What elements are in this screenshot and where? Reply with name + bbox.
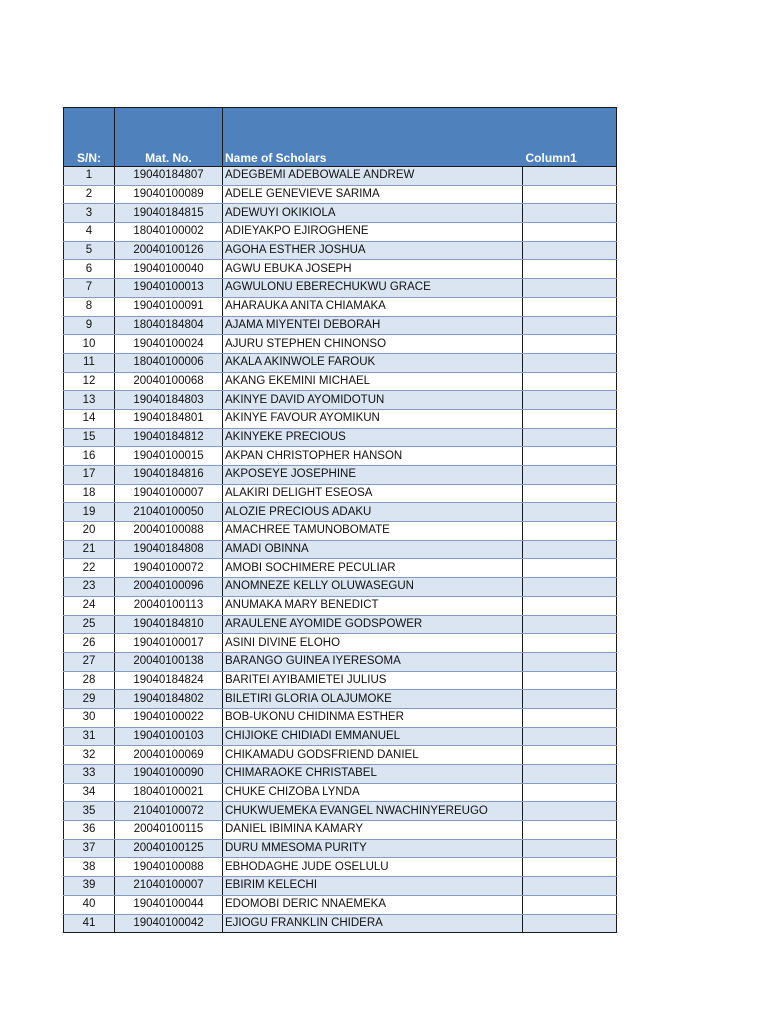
cell-mat-no[interactable]: 19040184824	[115, 671, 223, 690]
cell-name[interactable]: CHUKE CHIZOBA LYNDA	[223, 783, 523, 802]
cell-column1[interactable]	[523, 223, 617, 242]
table-row	[64, 223, 617, 242]
table-row	[64, 297, 617, 316]
header-mat-no[interactable]: Mat. No.	[115, 108, 223, 167]
cell-column1[interactable]	[523, 802, 617, 821]
cell-column1[interactable]	[523, 167, 617, 186]
cell-sn[interactable]: 11	[64, 353, 115, 372]
cell-column1[interactable]	[523, 391, 617, 410]
cell-sn[interactable]: 9	[64, 316, 115, 335]
cell-name[interactable]: ADEWUYI OKIKIOLA	[223, 204, 523, 223]
cell-mat-no[interactable]: 19040100089	[115, 185, 223, 204]
table-row	[64, 279, 617, 298]
cell-name[interactable]: ALOZIE PRECIOUS ADAKU	[223, 503, 523, 522]
cell-name[interactable]: ANUMAKA MARY BENEDICT	[223, 596, 523, 615]
cell-name[interactable]: ALAKIRI DELIGHT ESEOSA	[223, 484, 523, 503]
cell-column1[interactable]	[523, 335, 617, 354]
cell-name[interactable]: AKINYEKE PRECIOUS	[223, 428, 523, 447]
cell-sn[interactable]: 37	[64, 839, 115, 858]
table-row	[64, 839, 617, 858]
cell-name[interactable]: ADELE GENEVIEVE SARIMA	[223, 185, 523, 204]
table-row	[64, 503, 617, 522]
cell-column1[interactable]	[523, 447, 617, 466]
cell-column1[interactable]	[523, 185, 617, 204]
cell-name[interactable]: AKANG EKEMINI MICHAEL	[223, 372, 523, 391]
cell-mat-no[interactable]: 19040184808	[115, 540, 223, 559]
cell-name[interactable]: AKINYE FAVOUR AYOMIKUN	[223, 409, 523, 428]
cell-sn[interactable]: 23	[64, 578, 115, 597]
cell-sn[interactable]: 16	[64, 447, 115, 466]
cell-mat-no[interactable]: 20040100138	[115, 652, 223, 671]
cell-mat-no[interactable]: 19040100072	[115, 559, 223, 578]
cell-sn[interactable]: 36	[64, 821, 115, 840]
cell-mat-no[interactable]: 20040100088	[115, 522, 223, 541]
cell-sn[interactable]: 29	[64, 690, 115, 709]
cell-name[interactable]: AKPAN CHRISTOPHER HANSON	[223, 447, 523, 466]
cell-sn[interactable]: 10	[64, 335, 115, 354]
cell-column1[interactable]	[523, 428, 617, 447]
cell-column1[interactable]	[523, 466, 617, 485]
cell-name[interactable]: AGWU EBUKA JOSEPH	[223, 260, 523, 279]
cell-name[interactable]: EBHODAGHE JUDE OSELULU	[223, 858, 523, 877]
cell-mat-no[interactable]: 19040184802	[115, 690, 223, 709]
cell-name[interactable]: AMADI OBINNA	[223, 540, 523, 559]
cell-sn[interactable]: 33	[64, 765, 115, 784]
cell-mat-no[interactable]: 18040100021	[115, 783, 223, 802]
cell-sn[interactable]: 18	[64, 484, 115, 503]
cell-sn[interactable]: 30	[64, 708, 115, 727]
cell-column1[interactable]	[523, 727, 617, 746]
table-row	[64, 391, 617, 410]
cell-mat-no[interactable]: 19040184801	[115, 409, 223, 428]
cell-sn[interactable]: 24	[64, 596, 115, 615]
cell-sn[interactable]: 27	[64, 652, 115, 671]
cell-sn[interactable]: 41	[64, 914, 115, 933]
cell-sn[interactable]: 21	[64, 540, 115, 559]
cell-mat-no[interactable]: 19040100015	[115, 447, 223, 466]
cell-name[interactable]: EBIRIM KELECHI	[223, 877, 523, 896]
cell-name[interactable]: CHUKWUEMEKA EVANGEL NWACHINYEREUGO	[223, 802, 523, 821]
table-row	[64, 802, 617, 821]
cell-column1[interactable]	[523, 559, 617, 578]
header-name-of-scholars[interactable]: Name of Scholars	[223, 108, 523, 167]
cell-name[interactable]: AJAMA MIYENTEI DEBORAH	[223, 316, 523, 335]
cell-name[interactable]: AHARAUKA ANITA CHIAMAKA	[223, 297, 523, 316]
table-row	[64, 484, 617, 503]
table-row	[64, 428, 617, 447]
cell-column1[interactable]	[523, 596, 617, 615]
header-column1[interactable]: Column1	[523, 108, 617, 167]
cell-column1[interactable]	[523, 409, 617, 428]
cell-name[interactable]: AKINYE DAVID AYOMIDOTUN	[223, 391, 523, 410]
table-row	[64, 335, 617, 354]
table-header	[64, 108, 617, 167]
cell-sn[interactable]: 38	[64, 858, 115, 877]
table-row	[64, 746, 617, 765]
table-row	[64, 372, 617, 391]
cell-mat-no[interactable]: 20040100126	[115, 241, 223, 260]
cell-name[interactable]: BARANGO GUINEA IYERESOMA	[223, 652, 523, 671]
cell-sn[interactable]: 7	[64, 279, 115, 298]
cell-sn[interactable]: 34	[64, 783, 115, 802]
cell-column1[interactable]	[523, 540, 617, 559]
header-row	[64, 108, 617, 167]
cell-column1[interactable]	[523, 241, 617, 260]
table-row	[64, 783, 617, 802]
cell-sn[interactable]: 4	[64, 223, 115, 242]
table-row	[64, 652, 617, 671]
cell-mat-no[interactable]: 19040100013	[115, 279, 223, 298]
cell-sn[interactable]: 17	[64, 466, 115, 485]
cell-mat-no[interactable]: 18040100006	[115, 353, 223, 372]
cell-column1[interactable]	[523, 353, 617, 372]
cell-sn[interactable]: 20	[64, 522, 115, 541]
cell-column1[interactable]	[523, 708, 617, 727]
cell-sn[interactable]: 28	[64, 671, 115, 690]
table-row	[64, 522, 617, 541]
cell-mat-no[interactable]: 19040184803	[115, 391, 223, 410]
cell-column1[interactable]	[523, 652, 617, 671]
cell-mat-no[interactable]: 19040100040	[115, 260, 223, 279]
cell-sn[interactable]: 40	[64, 895, 115, 914]
cell-column1[interactable]	[523, 690, 617, 709]
cell-column1[interactable]	[523, 765, 617, 784]
cell-mat-no[interactable]: 19040100103	[115, 727, 223, 746]
cell-sn[interactable]: 31	[64, 727, 115, 746]
cell-mat-no[interactable]: 19040184816	[115, 466, 223, 485]
table-row	[64, 260, 617, 279]
cell-name[interactable]: AMOBI SOCHIMERE PECULIAR	[223, 559, 523, 578]
cell-mat-no[interactable]: 18040100002	[115, 223, 223, 242]
cell-name[interactable]: EJIOGU FRANKLIN CHIDERA	[223, 914, 523, 933]
cell-mat-no[interactable]: 19040184815	[115, 204, 223, 223]
cell-mat-no[interactable]: 19040184810	[115, 615, 223, 634]
cell-mat-no[interactable]: 19040184807	[115, 167, 223, 186]
cell-mat-no[interactable]: 19040100088	[115, 858, 223, 877]
cell-column1[interactable]	[523, 634, 617, 653]
table-row	[64, 708, 617, 727]
table-body	[64, 167, 617, 933]
table-row	[64, 877, 617, 896]
cell-name[interactable]: BOB-UKONU CHIDINMA ESTHER	[223, 708, 523, 727]
cell-name[interactable]: AGWULONU EBERECHUKWU GRACE	[223, 279, 523, 298]
cell-column1[interactable]	[523, 484, 617, 503]
cell-name[interactable]: ADIEYAKPO EJIROGHENE	[223, 223, 523, 242]
cell-column1[interactable]	[523, 821, 617, 840]
cell-column1[interactable]	[523, 858, 617, 877]
cell-mat-no[interactable]: 19040100091	[115, 297, 223, 316]
cell-sn[interactable]: 3	[64, 204, 115, 223]
cell-name[interactable]: DURU MMESOMA PURITY	[223, 839, 523, 858]
cell-name[interactable]: AKALA AKINWOLE FAROUK	[223, 353, 523, 372]
cell-sn[interactable]: 15	[64, 428, 115, 447]
cell-sn[interactable]: 8	[64, 297, 115, 316]
cell-mat-no[interactable]: 19040100024	[115, 335, 223, 354]
cell-name[interactable]: DANIEL IBIMINA KAMARY	[223, 821, 523, 840]
cell-column1[interactable]	[523, 895, 617, 914]
cell-sn[interactable]: 25	[64, 615, 115, 634]
cell-name[interactable]: CHIMARAOKE CHRISTABEL	[223, 765, 523, 784]
cell-name[interactable]: CHIKAMADU GODSFRIEND DANIEL	[223, 746, 523, 765]
table-row	[64, 353, 617, 372]
cell-column1[interactable]	[523, 316, 617, 335]
cell-column1[interactable]	[523, 839, 617, 858]
scholars-table	[63, 107, 617, 933]
cell-column1[interactable]	[523, 914, 617, 933]
table-row	[64, 204, 617, 223]
header-sn[interactable]: S/N:	[64, 108, 115, 167]
table-row	[64, 466, 617, 485]
table-row	[64, 596, 617, 615]
cell-sn[interactable]: 13	[64, 391, 115, 410]
table-row	[64, 690, 617, 709]
cell-column1[interactable]	[523, 260, 617, 279]
cell-column1[interactable]	[523, 746, 617, 765]
cell-column1[interactable]	[523, 615, 617, 634]
table-row	[64, 540, 617, 559]
cell-mat-no[interactable]: 19040184812	[115, 428, 223, 447]
cell-mat-no[interactable]: 20040100115	[115, 821, 223, 840]
cell-mat-no[interactable]: 19040100007	[115, 484, 223, 503]
cell-sn[interactable]: 1	[64, 167, 115, 186]
cell-name[interactable]: ASINI DIVINE ELOHO	[223, 634, 523, 653]
table-row	[64, 559, 617, 578]
table-row	[64, 634, 617, 653]
table-row	[64, 727, 617, 746]
table-row	[64, 167, 617, 186]
cell-mat-no[interactable]: 19040100042	[115, 914, 223, 933]
cell-column1[interactable]	[523, 783, 617, 802]
cell-column1[interactable]	[523, 877, 617, 896]
cell-name[interactable]: ARAULENE AYOMIDE GODSPOWER	[223, 615, 523, 634]
cell-name[interactable]: AGOHA ESTHER JOSHUA	[223, 241, 523, 260]
cell-mat-no[interactable]: 21040100072	[115, 802, 223, 821]
cell-sn[interactable]: 19	[64, 503, 115, 522]
cell-mat-no[interactable]: 19040100090	[115, 765, 223, 784]
cell-mat-no[interactable]: 21040100050	[115, 503, 223, 522]
cell-sn[interactable]: 2	[64, 185, 115, 204]
table-row	[64, 409, 617, 428]
cell-column1[interactable]	[523, 279, 617, 298]
cell-name[interactable]: ANOMNEZE KELLY OLUWASEGUN	[223, 578, 523, 597]
table-row	[64, 671, 617, 690]
cell-mat-no[interactable]: 19040100022	[115, 708, 223, 727]
cell-name[interactable]: BILETIRI GLORIA OLAJUMOKE	[223, 690, 523, 709]
cell-mat-no[interactable]: 21040100007	[115, 877, 223, 896]
table-row	[64, 895, 617, 914]
cell-sn[interactable]: 12	[64, 372, 115, 391]
cell-sn[interactable]: 14	[64, 409, 115, 428]
table-row	[64, 447, 617, 466]
cell-mat-no[interactable]: 19040100017	[115, 634, 223, 653]
cell-sn[interactable]: 26	[64, 634, 115, 653]
cell-mat-no[interactable]: 20040100113	[115, 596, 223, 615]
cell-column1[interactable]	[523, 372, 617, 391]
table-row	[64, 241, 617, 260]
cell-column1[interactable]	[523, 578, 617, 597]
cell-mat-no[interactable]: 20040100068	[115, 372, 223, 391]
cell-mat-no[interactable]: 20040100125	[115, 839, 223, 858]
cell-name[interactable]: CHIJIOKE CHIDIADI EMMANUEL	[223, 727, 523, 746]
cell-sn[interactable]: 5	[64, 241, 115, 260]
cell-column1[interactable]	[523, 522, 617, 541]
table-row	[64, 858, 617, 877]
table-row	[64, 578, 617, 597]
cell-column1[interactable]	[523, 297, 617, 316]
cell-mat-no[interactable]: 20040100069	[115, 746, 223, 765]
cell-name[interactable]: ADEGBEMI ADEBOWALE ANDREW	[223, 167, 523, 186]
cell-column1[interactable]	[523, 671, 617, 690]
cell-mat-no[interactable]: 19040100044	[115, 895, 223, 914]
cell-column1[interactable]	[523, 204, 617, 223]
table-row	[64, 821, 617, 840]
table-row	[64, 765, 617, 784]
cell-name[interactable]: AMACHREE TAMUNOBOMATE	[223, 522, 523, 541]
cell-sn[interactable]: 39	[64, 877, 115, 896]
table-row	[64, 914, 617, 933]
cell-name[interactable]: BARITEI AYIBAMIETEI JULIUS	[223, 671, 523, 690]
cell-name[interactable]: AKPOSEYE JOSEPHINE	[223, 466, 523, 485]
cell-column1[interactable]	[523, 503, 617, 522]
cell-name[interactable]: AJURU STEPHEN CHINONSO	[223, 335, 523, 354]
table-row	[64, 185, 617, 204]
cell-name[interactable]: EDOMOBI DERIC NNAEMEKA	[223, 895, 523, 914]
cell-sn[interactable]: 32	[64, 746, 115, 765]
cell-mat-no[interactable]: 20040100096	[115, 578, 223, 597]
cell-mat-no[interactable]: 18040184804	[115, 316, 223, 335]
cell-sn[interactable]: 35	[64, 802, 115, 821]
cell-sn[interactable]: 22	[64, 559, 115, 578]
cell-sn[interactable]: 6	[64, 260, 115, 279]
table-row	[64, 316, 617, 335]
table-row	[64, 615, 617, 634]
